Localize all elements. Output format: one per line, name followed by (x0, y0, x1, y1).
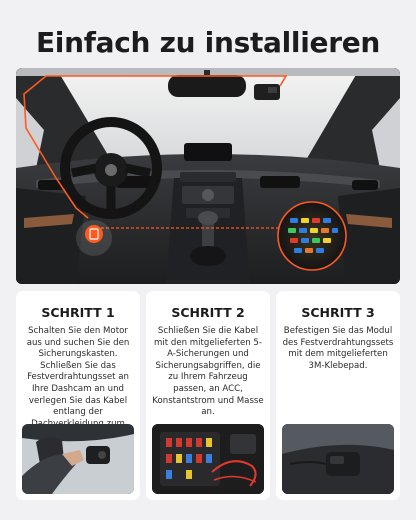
step-2-photo (152, 424, 264, 494)
step-card-3 (276, 291, 400, 500)
step-title: SCHRITT 2 (171, 305, 245, 320)
step-3-photo (282, 424, 394, 494)
page-title: Einfach zu installieren (35, 26, 381, 59)
car-interior-image (16, 68, 400, 284)
step-description: Schließen Sie die Kabel mit den mitgelieferten 5-A-Sicherungen und Sicherungsabgriffen, die zu Ihrem Fahrzeug passen, an ACC, Konstantstrom und Masse an. (152, 326, 264, 418)
step-description: Schalten Sie den Motor aus und suchen Sie den Sicherungskasten. Schließen Sie das Festverdrahtungsset an Ihre Dashcam an und verlegen Sie das Kabel entlang der (26, 326, 130, 418)
step-card-1 (16, 291, 140, 500)
car-interior-illustration (16, 68, 400, 284)
step-1-photo (22, 424, 134, 494)
step-title: SCHRITT 3 (301, 305, 375, 320)
step-title: SCHRITT 1 (41, 305, 115, 320)
step-card-2 (146, 291, 270, 500)
step-description: Befestigen Sie das Modul des Festverdrahtungssets mit dem mitgelieferten 3M-Klebepad. (282, 326, 394, 371)
